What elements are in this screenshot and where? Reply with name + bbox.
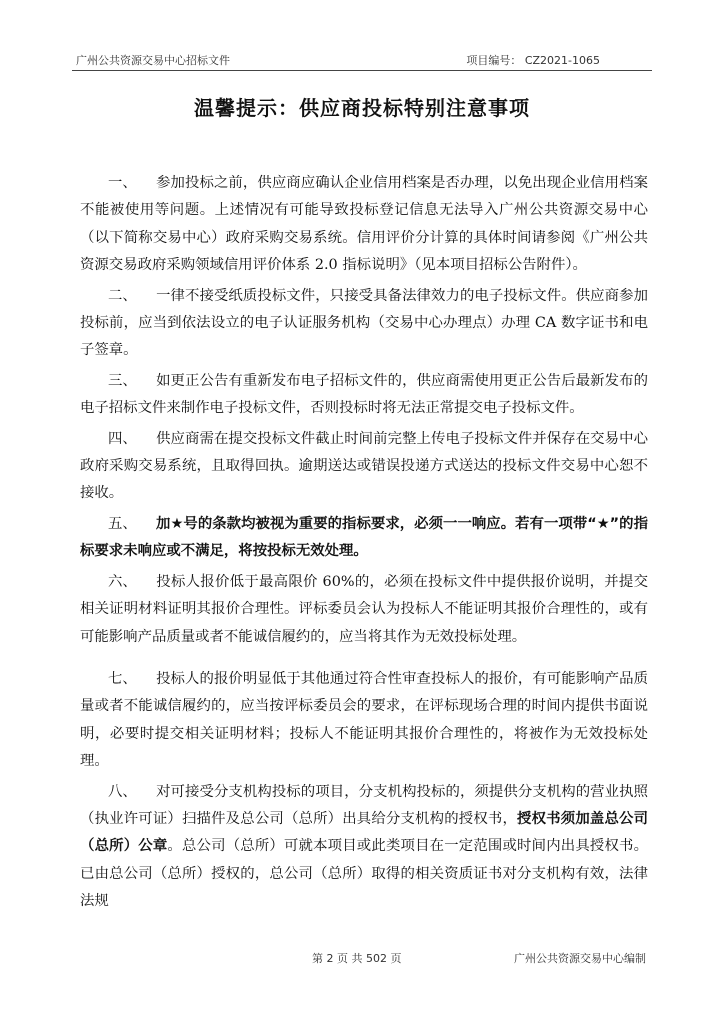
notice-body	[80, 170, 648, 919]
footer-publisher: 广州公共资源交易中心编制	[514, 952, 646, 965]
header-project-number: 项目编号： CZ2021-1065	[466, 54, 600, 67]
paragraph-7: 七、 投标人的报价明显低于其他通过符合性审查投标人的报价，有可能影响产品质量或者不能诚信履约的，应当按评标委员会的要求，在评标现场合理的时间内提供书面说明，必要时提交相关证明材料；投标人不能证明其报价合理性的，将被作为无效投标处理。	[80, 670, 648, 770]
page-title: 温馨提示：供应商投标特别注意事项	[194, 96, 530, 120]
paragraph-2: 二、 一律不接受纸质投标文件，只接受具备法律效力的电子投标文件。供应商参加投标前，应当到依法设立的电子认证服务机构（交易中心办理点）办理 CA 数字证书和电子签章。	[80, 287, 648, 359]
paragraph-6: 六、 投标人报价低于最高限价 60%的，必须在投标文件中提供报价说明，并提交相关证明材料证明其报价合理性。评标委员会认为投标人不能证明其报价合理性的，或有可能影响产品质量或者不能诚信履约的，应当将其作为无效投标处理。	[80, 573, 648, 645]
paragraph-1: 一、 参加投标之前，供应商应确认企业信用档案是否办理，以免出现企业信用档案不能被使用等问题。上述情况有可能导致投标登记信息无法导入广州公共资源交易中心（以下简称交易中心）政府采购交易系统。信用评价分计算的具体时间请参阅《广州公共资源交易政府采购领域信用评价体系 2.0 指标说明》（见本项目招标公告附件）。	[80, 175, 648, 274]
paragraph-4: 四、 供应商需在提交投标文件截止时间前完整上传电子投标文件并保存在交易中心政府采购交易系统，且取得回执。逾期送达或错误投递方式送达的投标文件交易中心恕不接收。	[80, 430, 648, 502]
paragraph-5: 五、 加★号的条款均被视为重要的指标要求，必须一一响应。若有一项带“★”的指标要求未响应或不满足，将按投标无效处理。	[80, 515, 648, 560]
paragraph-8: 八、 对可接受分支机构投标的项目，分支机构投标的，须提供分支机构的营业执照（执业许可证）扫描件及总公司（总所）出具给分支机构的授权书，授权书须加盖总公司（总所）公章。总公司（总所）可就本项目或此类项目在一定范围或时间内出具授权书。已由总公司（总所）授权的，总公司（总所）取得的相关资质证书对分支机构有效，法律法规	[80, 783, 648, 910]
page-number: 第 2 页 共 502 页	[312, 952, 402, 965]
paragraph-3: 三、 如更正公告有重新发布电子招标文件的，供应商需使用更正公告后最新发布的电子招标文件来制作电子投标文件，否则投标时将无法正常提交电子投标文件。	[80, 372, 648, 417]
header-org: 广州公共资源交易中心招标文件	[76, 54, 230, 67]
page-header	[72, 48, 652, 71]
